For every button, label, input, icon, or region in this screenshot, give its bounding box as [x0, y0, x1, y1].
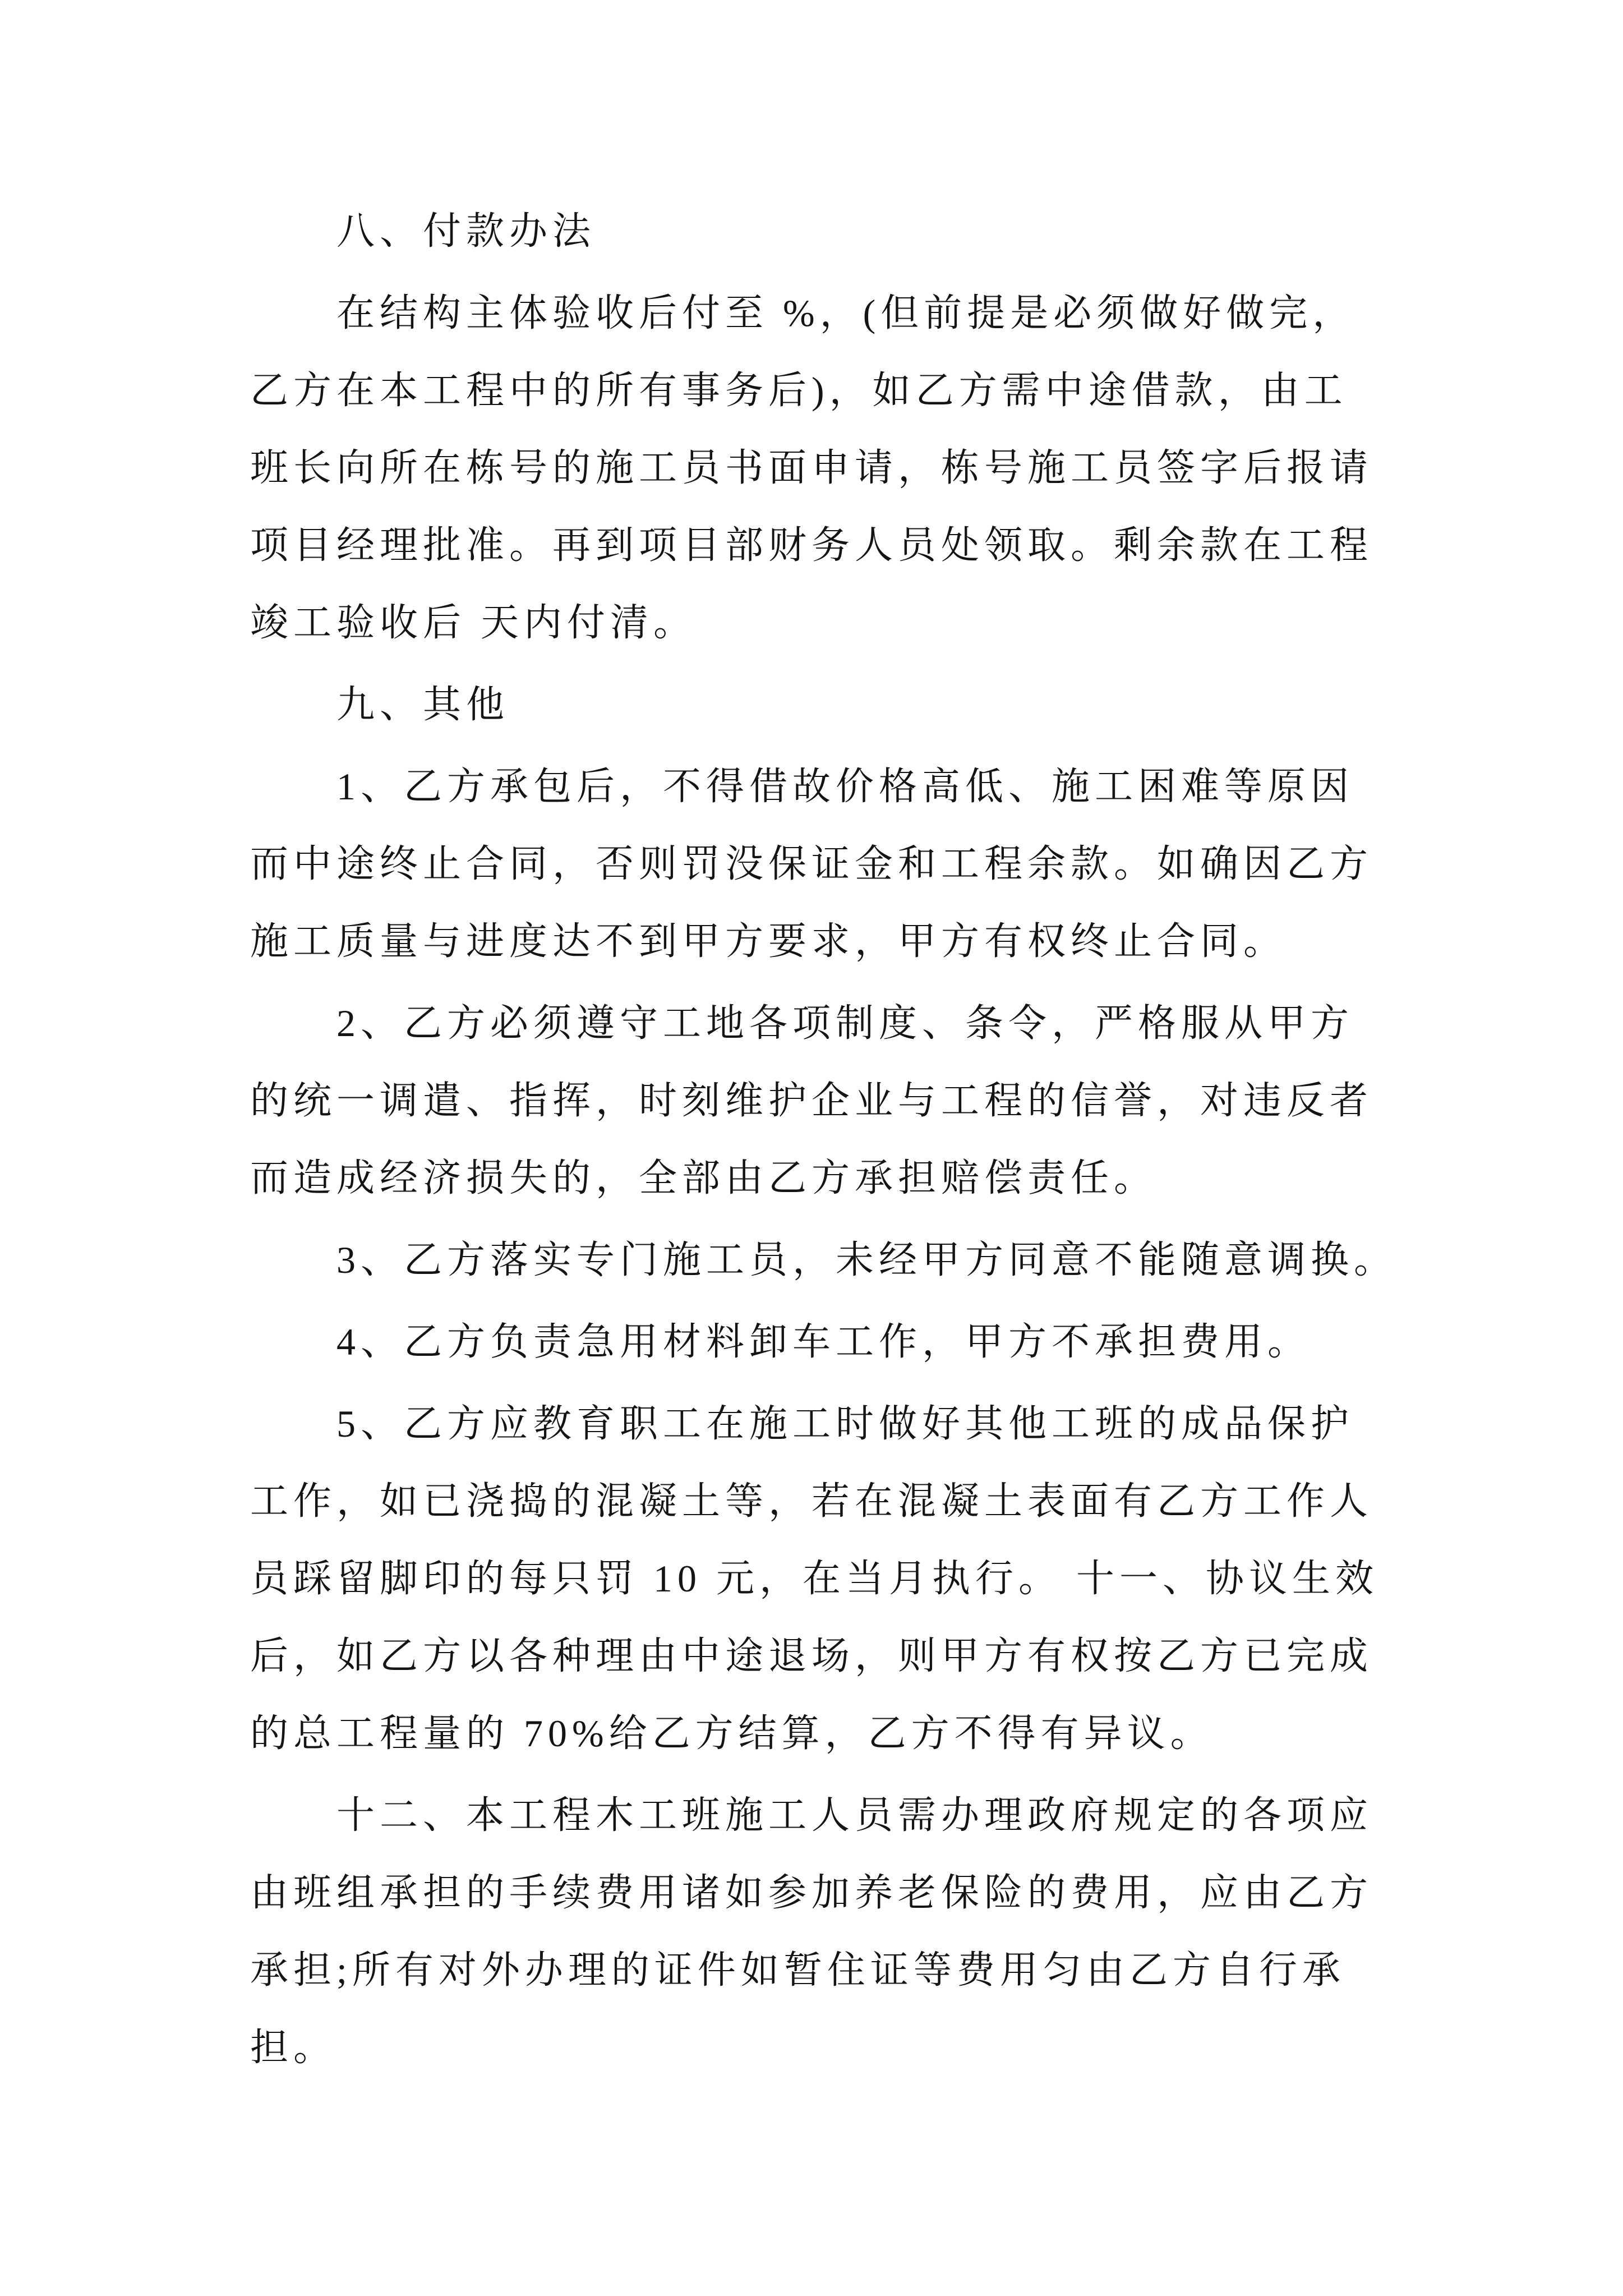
text-line: 3、乙方落实专门施工员，未经甲方同意不能随意调换。	[336, 1239, 1398, 1281]
text-line: 担。	[250, 2026, 337, 2069]
text-line: 工作，如已浇捣的混凝土等，若在混凝土表面有乙方工作人	[250, 1480, 1373, 1522]
clause-4	[250, 1303, 1512, 1381]
text-line: 项目经理批准。再到项目部财务人员处领取。剩余款在工程	[250, 524, 1373, 567]
text-line: 而中途终止合同，否则罚没保证金和工程余款。如确因乙方	[250, 843, 1373, 885]
text-line: 九、其他	[336, 683, 510, 726]
text-line: 承担;所有对外办理的证件如暂住证等费用匀由乙方自行承	[250, 1949, 1345, 1991]
text-line: 的总工程量的 70%给乙方结算，乙方不得有异议。	[250, 1712, 1214, 1755]
paragraph-payment-terms	[250, 274, 1512, 661]
text-line: 5、乙方应教育职工在施工时做好其他工班的成品保护	[336, 1402, 1354, 1445]
text-line: 乙方在本工程中的所有事务后)，如乙方需中途借款，由工	[250, 369, 1348, 412]
text-line: 而造成经济损失的，全部由乙方承担赔偿责任。	[250, 1157, 1158, 1199]
clause-twelve	[250, 1777, 1512, 2086]
text-line: 2、乙方必须遵守工地各项制度、条令，严格服从甲方	[336, 1002, 1354, 1045]
text-line: 1、乙方承包后，不得借故价格高低、施工困难等原因	[336, 765, 1354, 808]
section-heading-payment	[250, 192, 1512, 270]
text-line: 施工质量与进度达不到甲方要求，甲方有权终止合同。	[250, 920, 1287, 963]
clause-2	[250, 984, 1512, 1217]
text-line: 班长向所在栋号的施工员书面申请，栋号施工员签字后报请	[250, 447, 1373, 489]
text-line: 4、乙方负责急用材料卸车工作，甲方不承担费用。	[336, 1320, 1311, 1363]
text-line: 的统一调遣、指挥，时刻维护企业与工程的信誉，对违反者	[250, 1079, 1373, 1122]
section-heading-other	[250, 666, 1512, 743]
clause-3	[250, 1221, 1512, 1299]
clause-5	[250, 1385, 1512, 1772]
text-line: 十二、本工程木工班施工人员需办理政府规定的各项应	[336, 1794, 1373, 1837]
text-line: 竣工验收后 天内付清。	[250, 601, 697, 644]
text-line: 在结构主体验收后付至 %，(但前提是必须做好做完，	[336, 292, 1356, 334]
document-body	[250, 192, 1512, 2086]
clause-1	[250, 748, 1512, 980]
text-line: 由班组承担的手续费用诸如参加养老保险的费用，应由乙方	[250, 1871, 1373, 1914]
text-line: 后，如乙方以各种理由中途退场，则甲方有权按乙方已完成	[250, 1635, 1373, 1677]
text-line: 八、付款办法	[336, 210, 596, 252]
text-line: 员踩留脚印的每只罚 10 元，在当月执行。 十一、协议生效	[250, 1557, 1379, 1600]
